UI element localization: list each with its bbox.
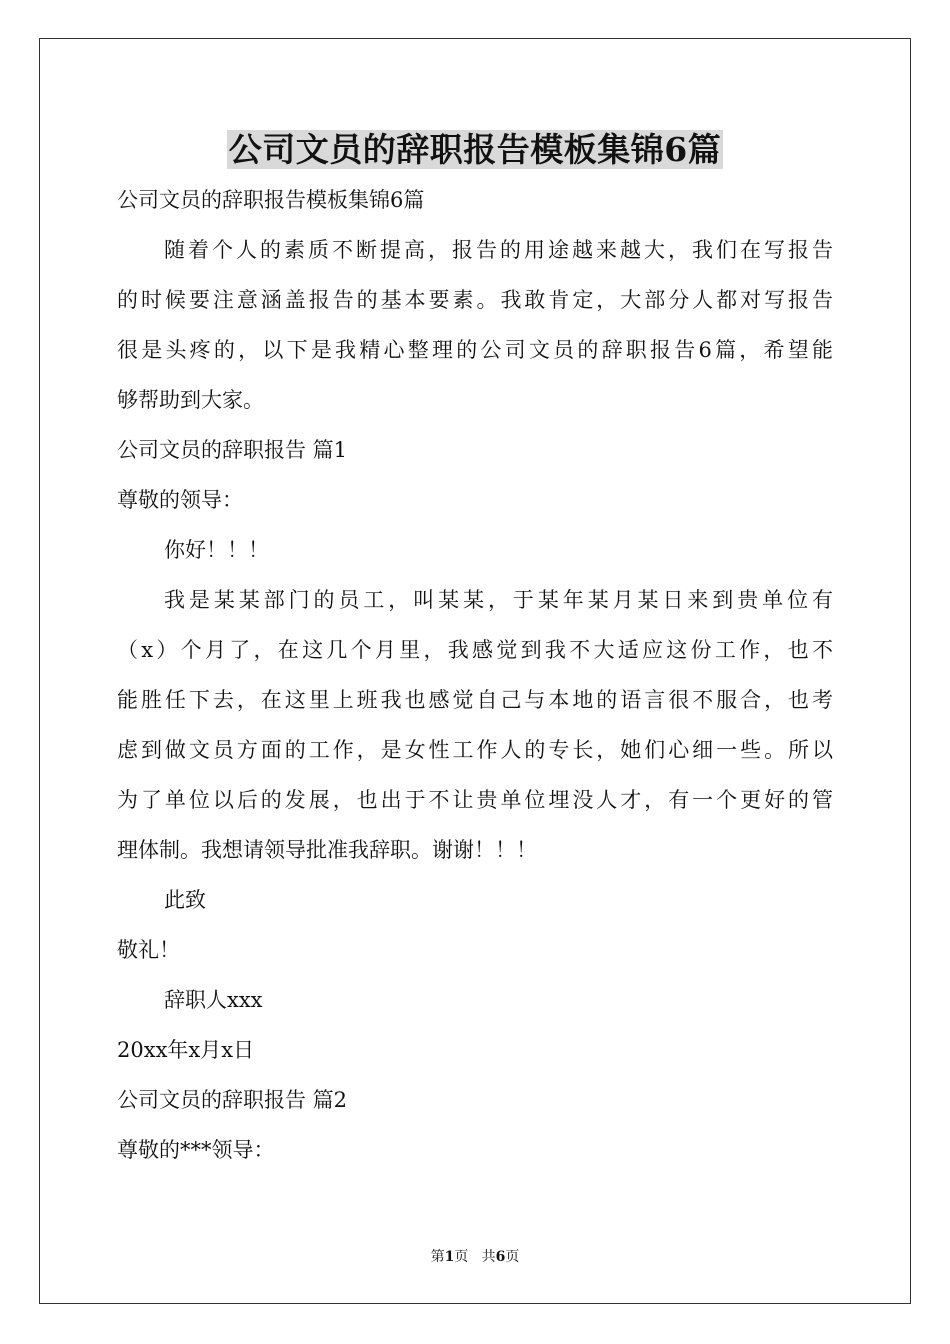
closing-line-1: 此致 <box>164 888 206 912</box>
intro-line-4: 够帮助到大家。 <box>117 388 264 412</box>
body-line-6: 理体制。我想请领导批准我辞职。谢谢！！！ <box>117 838 537 862</box>
date: 20xx年x月x日 <box>117 1038 255 1062</box>
section-heading-1: 公司文员的辞职报告 篇1 <box>117 438 348 462</box>
page-footer <box>0 1248 950 1266</box>
section-heading-2: 公司文员的辞职报告 篇2 <box>117 1088 348 1112</box>
title-text: 公司文员的辞职报告模板集锦6篇 <box>228 130 722 169</box>
intro-line-2: 的时候要注意涵盖报告的基本要素。我敢肯定，大部分人都对写报告 <box>117 288 833 312</box>
salutation-1: 尊敬的领导： <box>117 488 243 512</box>
body-line-3: 能胜任下去，在这里上班我也感觉自己与本地的语言很不服合，也考 <box>117 688 833 712</box>
subtitle: 公司文员的辞职报告模板集锦6篇 <box>117 188 425 212</box>
body-line-1: 我是某某部门的员工，叫某某，于某年某月某日来到贵单位有 <box>164 588 833 612</box>
page-suffix: 页 <box>454 1249 469 1265</box>
page-border <box>39 38 911 1304</box>
body-line-2: （x）个月了，在这几个月里，我感觉到我不大适应这份工作，也不 <box>117 638 833 662</box>
total-suffix: 页 <box>505 1249 520 1265</box>
salutation-2: 尊敬的***领导： <box>117 1138 275 1162</box>
page-prefix: 第 <box>430 1249 445 1265</box>
closing-line-2: 敬礼！ <box>117 938 180 962</box>
page-number: 1 <box>444 1249 455 1265</box>
intro-line-3: 很是头疼的，以下是我精心整理的公司文员的辞职报告6篇，希望能 <box>117 338 833 362</box>
signature: 辞职人xxx <box>164 988 263 1012</box>
intro-line-1: 随着个人的素质不断提高，报告的用途越来越大，我们在写报告 <box>164 238 833 262</box>
total-prefix: 共 <box>481 1249 496 1265</box>
body-line-4: 虑到做文员方面的工作，是女性工作人的专长，她们心细一些。所以 <box>117 738 833 762</box>
greeting: 你好！！！ <box>164 538 269 562</box>
body-line-5: 为了单位以后的发展，也出于不让贵单位埋没人才，有一个更好的管 <box>117 788 833 812</box>
document-title <box>0 128 950 172</box>
total-pages: 6 <box>495 1249 506 1265</box>
